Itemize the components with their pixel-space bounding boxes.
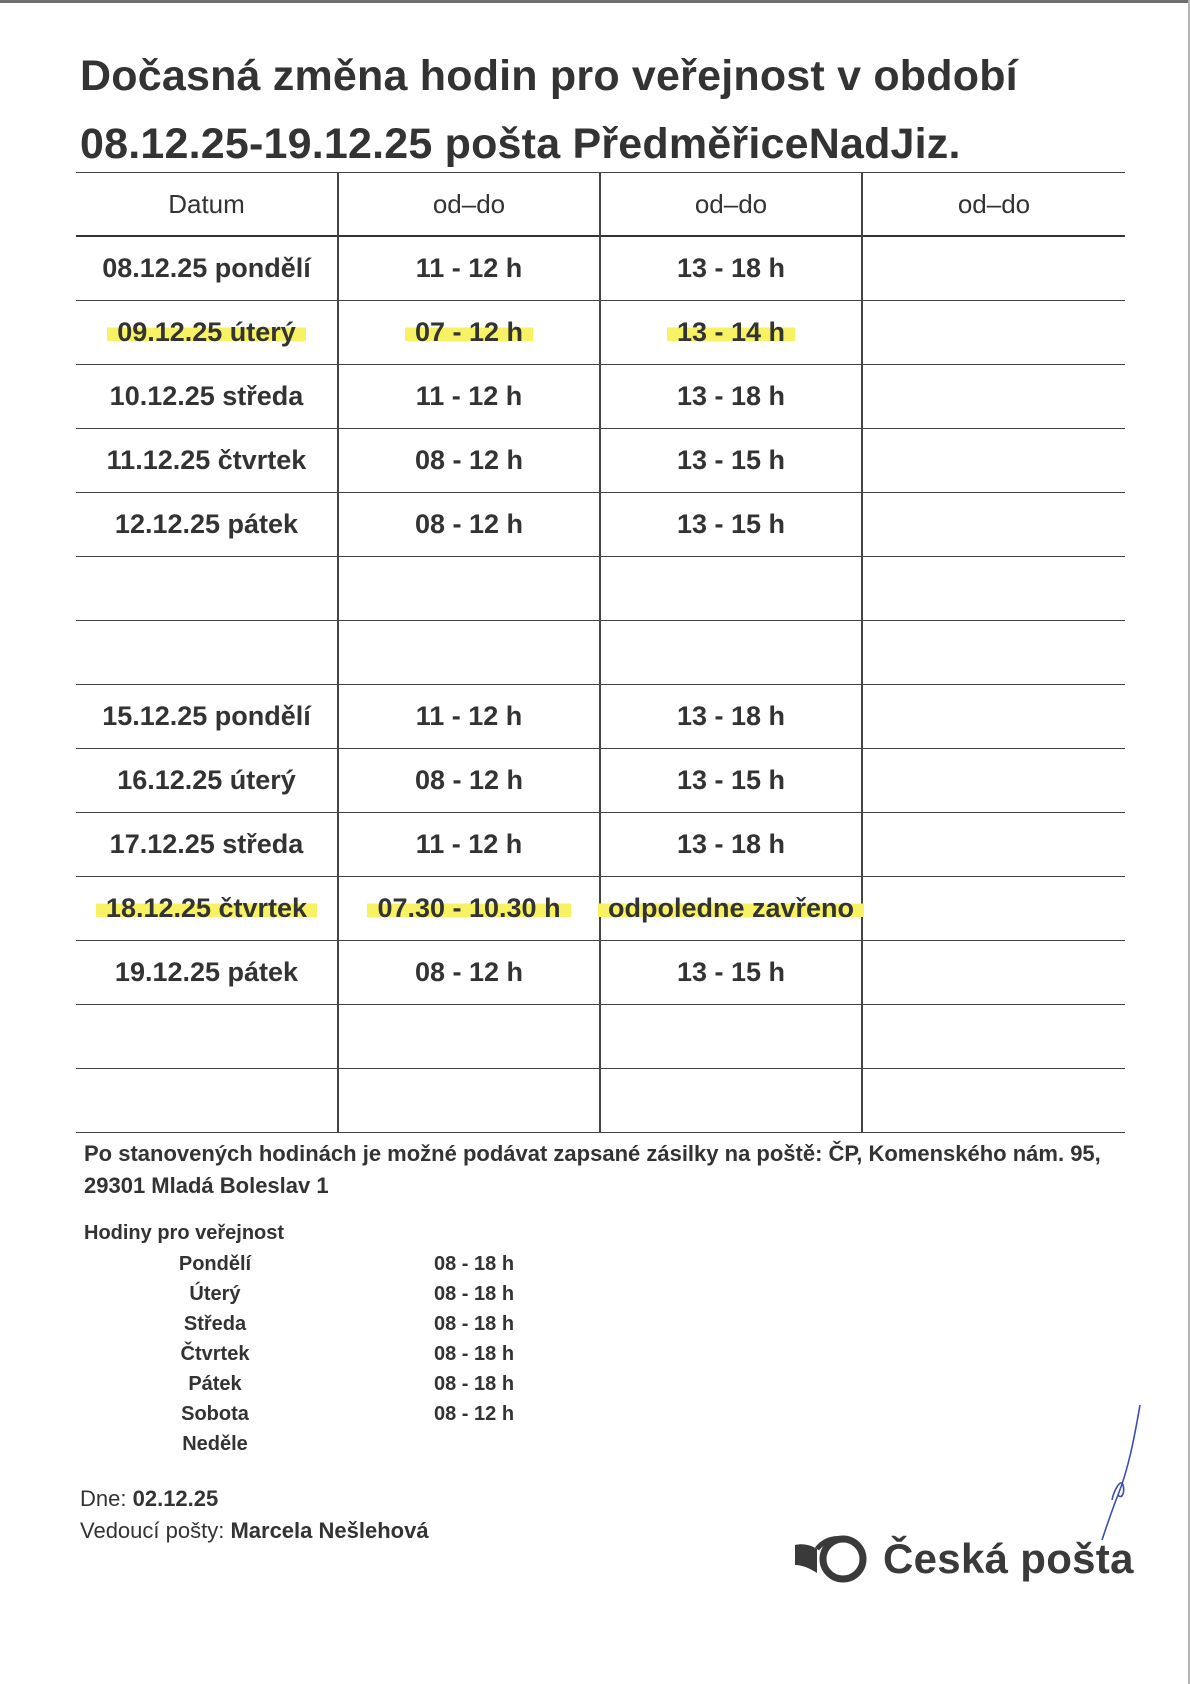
time-cell	[862, 301, 1125, 365]
weekday-hours: 08 - 18 h	[434, 1343, 515, 1365]
date-text: 19.12.25 pátek	[114, 957, 299, 987]
weekday-label: Neděle	[182, 1433, 248, 1455]
manager-name: Marcela Nešlehová	[230, 1518, 429, 1543]
table-row	[76, 621, 1125, 685]
time-cell	[338, 621, 600, 685]
time-cell	[338, 301, 600, 365]
time-cell	[600, 301, 862, 365]
time-text: 13 - 18 h	[676, 701, 786, 731]
time-cell	[862, 621, 1125, 685]
weekday-label: Sobota	[181, 1403, 249, 1425]
time-cell	[600, 365, 862, 429]
date-cell	[76, 493, 338, 557]
time-cell	[600, 493, 862, 557]
public-hours-row	[140, 1399, 540, 1429]
date-cell	[76, 685, 338, 749]
schedule-table	[76, 172, 1125, 1133]
weekday-hours: 08 - 18 h	[434, 1313, 515, 1335]
time-cell	[338, 365, 600, 429]
date-text: 18.12.25 čtvrtek	[96, 893, 317, 923]
time-text: 11 - 12 h	[415, 829, 523, 859]
issue-date	[80, 1486, 218, 1512]
issue-date-value: 02.12.25	[132, 1486, 219, 1511]
public-hours-row	[140, 1429, 540, 1459]
time-text: 08 - 12 h	[414, 957, 524, 987]
time-cell	[862, 557, 1125, 621]
date-text: 16.12.25 úterý	[117, 765, 296, 795]
time-cell	[338, 493, 600, 557]
posthorn-icon	[793, 1535, 871, 1583]
time-text: 13 - 15 h	[676, 445, 786, 475]
title-line-2: 08.12.25-19.12.25 pošta PředměřiceNadJiz.	[80, 120, 961, 168]
table-row	[76, 301, 1125, 365]
time-cell	[338, 236, 600, 301]
table-row	[76, 877, 1125, 941]
table-row	[76, 941, 1125, 1005]
time-cell	[600, 1005, 862, 1069]
table-row	[76, 813, 1125, 877]
time-cell	[862, 365, 1125, 429]
weekday-label: Pátek	[188, 1373, 242, 1395]
table-row	[76, 1005, 1125, 1069]
table-row	[76, 429, 1125, 493]
time-text: odpoledne zavřeno	[598, 893, 864, 923]
time-text: 07.30 - 10.30 h	[367, 893, 570, 923]
time-text: 11 - 12 h	[415, 253, 523, 283]
date-cell	[76, 301, 338, 365]
date-text: 09.12.25 úterý	[107, 317, 306, 347]
weekday-hours: 08 - 12 h	[434, 1403, 515, 1425]
time-cell	[338, 557, 600, 621]
time-cell	[600, 941, 862, 1005]
table-row	[76, 557, 1125, 621]
public-hours-row	[140, 1309, 540, 1339]
public-hours-heading: Hodiny pro veřejnost	[84, 1222, 285, 1244]
weekday-label: Úterý	[189, 1283, 241, 1305]
date-text: 10.12.25 středa	[109, 381, 304, 411]
ceska-posta-logo	[793, 1535, 1134, 1583]
time-cell	[600, 557, 862, 621]
date-text: 11.12.25 čtvrtek	[106, 445, 307, 475]
header-from-to-3: od–do	[862, 173, 1125, 237]
time-cell	[862, 1005, 1125, 1069]
time-cell	[862, 877, 1125, 941]
weekday-hours: 08 - 18 h	[434, 1253, 515, 1275]
time-cell	[862, 749, 1125, 813]
public-hours-row	[140, 1249, 540, 1279]
date-text: 15.12.25 pondělí	[102, 701, 311, 731]
time-cell	[600, 685, 862, 749]
time-cell	[338, 1069, 600, 1133]
time-text: 13 - 14 h	[667, 317, 795, 347]
page-title	[80, 42, 1140, 178]
weekday-hours: 08 - 18 h	[434, 1283, 515, 1305]
time-cell	[600, 236, 862, 301]
date-cell	[76, 429, 338, 493]
time-cell	[600, 1069, 862, 1133]
time-cell	[862, 941, 1125, 1005]
time-text: 08 - 12 h	[414, 509, 524, 539]
time-cell	[338, 749, 600, 813]
table-row	[76, 749, 1125, 813]
title-line-1: Dočasná změna hodin pro veřejnost v období	[80, 52, 1018, 100]
date-cell	[76, 621, 338, 685]
manager	[80, 1518, 429, 1544]
table-row	[76, 236, 1125, 301]
time-cell	[862, 493, 1125, 557]
time-text: 13 - 18 h	[676, 829, 786, 859]
time-cell	[600, 813, 862, 877]
time-cell	[862, 1069, 1125, 1133]
weekday-label: Pondělí	[178, 1253, 252, 1275]
date-cell	[76, 749, 338, 813]
date-text: 12.12.25 pátek	[114, 509, 299, 539]
table-row	[76, 685, 1125, 749]
date-cell	[76, 1005, 338, 1069]
time-cell	[338, 429, 600, 493]
table-row	[76, 1069, 1125, 1133]
public-hours-list	[140, 1249, 540, 1459]
table-row	[76, 365, 1125, 429]
time-cell	[600, 877, 862, 941]
date-text: 17.12.25 středa	[109, 829, 304, 859]
date-cell	[76, 1069, 338, 1133]
date-cell	[76, 813, 338, 877]
time-cell	[600, 749, 862, 813]
issue-date-label: Dne:	[80, 1486, 127, 1511]
header-from-to-1: od–do	[338, 173, 600, 237]
date-cell	[76, 365, 338, 429]
date-cell	[76, 557, 338, 621]
time-cell	[862, 429, 1125, 493]
weekday-label: Čtvrtek	[180, 1343, 250, 1365]
time-text: 08 - 12 h	[414, 765, 524, 795]
table-body	[76, 236, 1125, 1133]
time-text: 11 - 12 h	[415, 701, 523, 731]
manager-label: Vedoucí pošty:	[80, 1518, 225, 1543]
date-cell	[76, 236, 338, 301]
time-cell	[338, 1005, 600, 1069]
logo-wordmark: Česká pošta	[883, 1535, 1134, 1582]
scan-top-edge	[0, 0, 1190, 3]
after-hours-note: Po stanovených hodinách je možné podávat zapsané zásilky na poště: ČP, Komenského nám. 95, 29301 Mladá Boleslav 1	[84, 1141, 1101, 1198]
time-text: 13 - 15 h	[676, 509, 786, 539]
time-cell	[862, 813, 1125, 877]
time-text: 11 - 12 h	[415, 381, 523, 411]
weekday-hours: 08 - 18 h	[434, 1373, 515, 1395]
date-cell	[76, 941, 338, 1005]
time-cell	[600, 429, 862, 493]
time-text: 13 - 18 h	[676, 253, 786, 283]
header-date: Datum	[76, 173, 338, 237]
time-cell	[338, 941, 600, 1005]
weekday-label: Středa	[183, 1313, 247, 1335]
time-text: 13 - 15 h	[676, 765, 786, 795]
time-cell	[600, 621, 862, 685]
header-from-to-2: od–do	[600, 173, 862, 237]
time-cell	[338, 685, 600, 749]
signature	[1090, 1400, 1150, 1550]
date-cell	[76, 877, 338, 941]
time-text: 13 - 15 h	[676, 957, 786, 987]
public-hours-row	[140, 1339, 540, 1369]
table-header-row	[76, 173, 1125, 237]
time-cell	[862, 236, 1125, 301]
time-cell	[862, 685, 1125, 749]
time-text: 07 - 12 h	[405, 317, 533, 347]
time-text: 08 - 12 h	[414, 445, 524, 475]
time-cell	[338, 877, 600, 941]
time-text: 13 - 18 h	[676, 381, 786, 411]
public-hours-row	[140, 1369, 540, 1399]
time-cell	[338, 813, 600, 877]
date-text: 08.12.25 pondělí	[102, 253, 311, 283]
public-hours-row	[140, 1279, 540, 1309]
table-row	[76, 493, 1125, 557]
